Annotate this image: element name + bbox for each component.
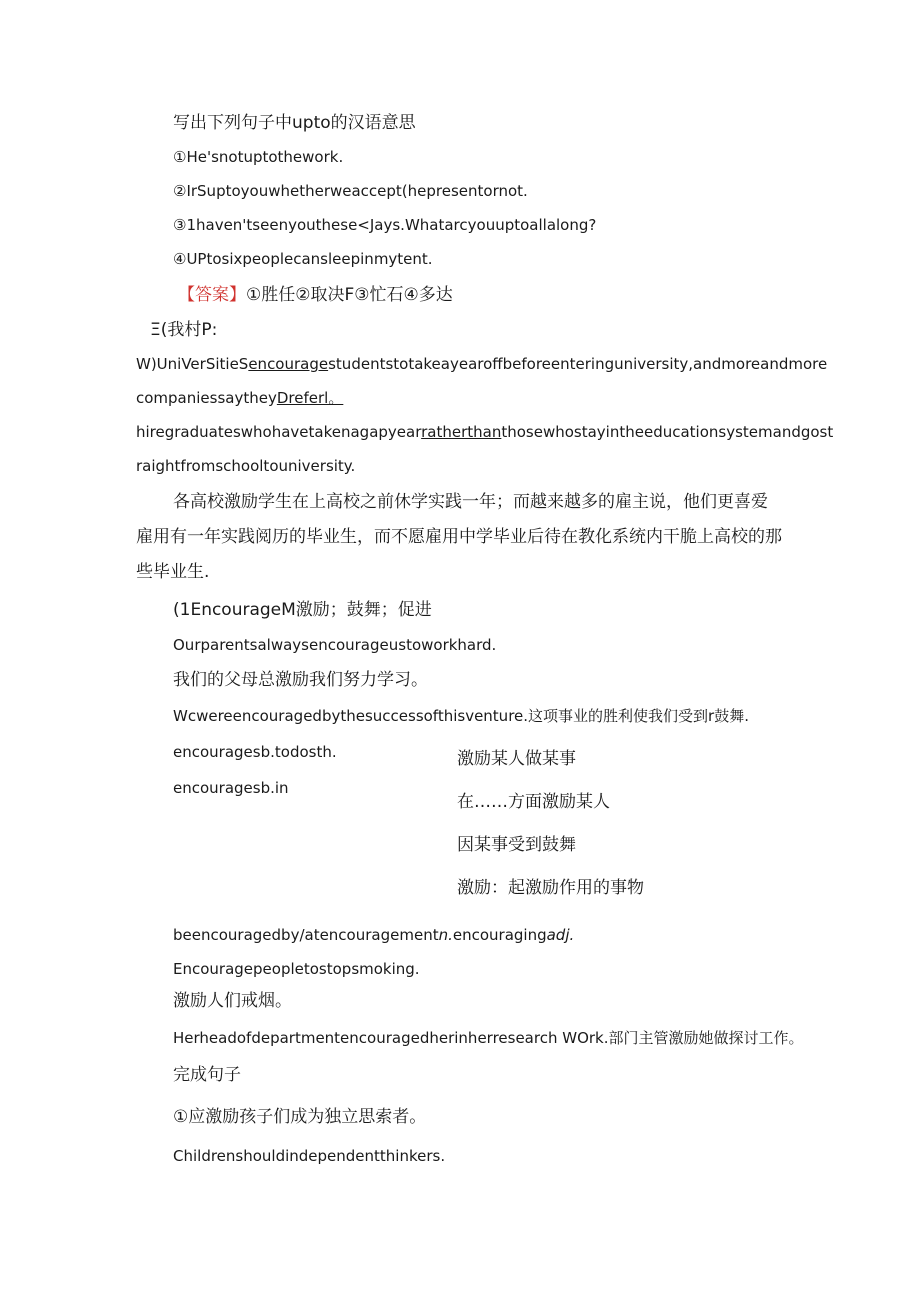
vocab-title: (1EncourageM激励；鼓舞；促进 [173, 600, 432, 620]
translation-paragraph: 各高校激励学生在上高校之前休学实践一年；而越来越多的雇主说，他们更喜爱雇用有一年实践阅历的毕业生，而不愿雇用中学毕业后待在教化系统内干脆上高校的那些毕业生. [136, 492, 782, 582]
list-item: ③1haven'tseenyouthese<Jays.Whatarcyouuptoallalong? [173, 216, 597, 234]
list-item: ②IrSuptoyouwhetherweaccept(hepresentornot. [173, 182, 528, 200]
example-zh: 激励人们戒烟。 [173, 991, 292, 1011]
pos-label: adj. [546, 926, 575, 944]
underlined-word: Dreferl。 [276, 389, 344, 407]
phrase-zh: 因某事受到鼓舞 [457, 835, 576, 855]
phrase-zh: 激励：起激励作用的事物 [457, 878, 644, 898]
passage-line: raightfromschooltouniversity. [136, 457, 356, 475]
passage-text: studentstotakeayearoffbeforeenteringuniversity,andmoreandmore [328, 355, 828, 373]
passage-line [136, 354, 827, 374]
exercise-title: 完成句子 [173, 1065, 241, 1085]
phrase-en: encouragesb.in [173, 779, 289, 797]
passage-text: W)UniVerSitieS [136, 355, 249, 373]
phrase-zh: 在……方面激励某人 [457, 792, 610, 812]
example-mixed: Wcwereencouragedbythesuccessofthisventure.这项事业的胜利使我们受到r鼓舞. [173, 707, 749, 725]
list-item: ①He'snotuptothework. [173, 148, 344, 166]
passage-line [136, 422, 833, 442]
list-item: ④UPtosixpeoplecansleepinmytent. [173, 250, 433, 268]
example-en: Ourparentsalwaysencourageustoworkhard. [173, 636, 497, 654]
answer-text: ①胜任②取决F③忙石④多达 [246, 285, 453, 305]
word-forms [173, 925, 574, 945]
section-heading: Ξ(我村P: [150, 320, 218, 340]
underlined-word: encourage [248, 355, 329, 373]
phrase-en: encouragesb.todosth. [173, 743, 337, 761]
pos-label: n. [438, 926, 453, 944]
word-forms-text: encouraging [452, 926, 547, 944]
answer-label: 【答案】 [178, 285, 246, 305]
section-heading: 写出下列句子中upto的汉语意思 [173, 113, 416, 133]
example-en: Encouragepeopletostopsmoking. [173, 960, 420, 978]
example-mixed: Herheadofdepartmentencouragedherinherresearch WOrk.部门主管激励她做探讨工作。 [173, 1029, 804, 1047]
passage-line [136, 388, 349, 408]
example-zh: 我们的父母总激励我们努力学习。 [173, 670, 428, 690]
passage-text: thosewhostayintheeducationsystemandgost [501, 423, 834, 441]
word-forms-text: beencouragedby/atencouragement [173, 926, 439, 944]
answer-line [178, 285, 453, 305]
phrase-zh: 激励某人做某事 [457, 749, 576, 769]
passage-text: companiessaythey [136, 389, 277, 407]
exercise-question: ①应激励孩子们成为独立思索者。 [173, 1107, 427, 1127]
passage-text: hiregraduateswhohavetakenagapyear [136, 423, 422, 441]
exercise-question-en: Childrenshouldindependentthinkers. [173, 1147, 446, 1165]
underlined-word: ratherthan [421, 423, 502, 441]
